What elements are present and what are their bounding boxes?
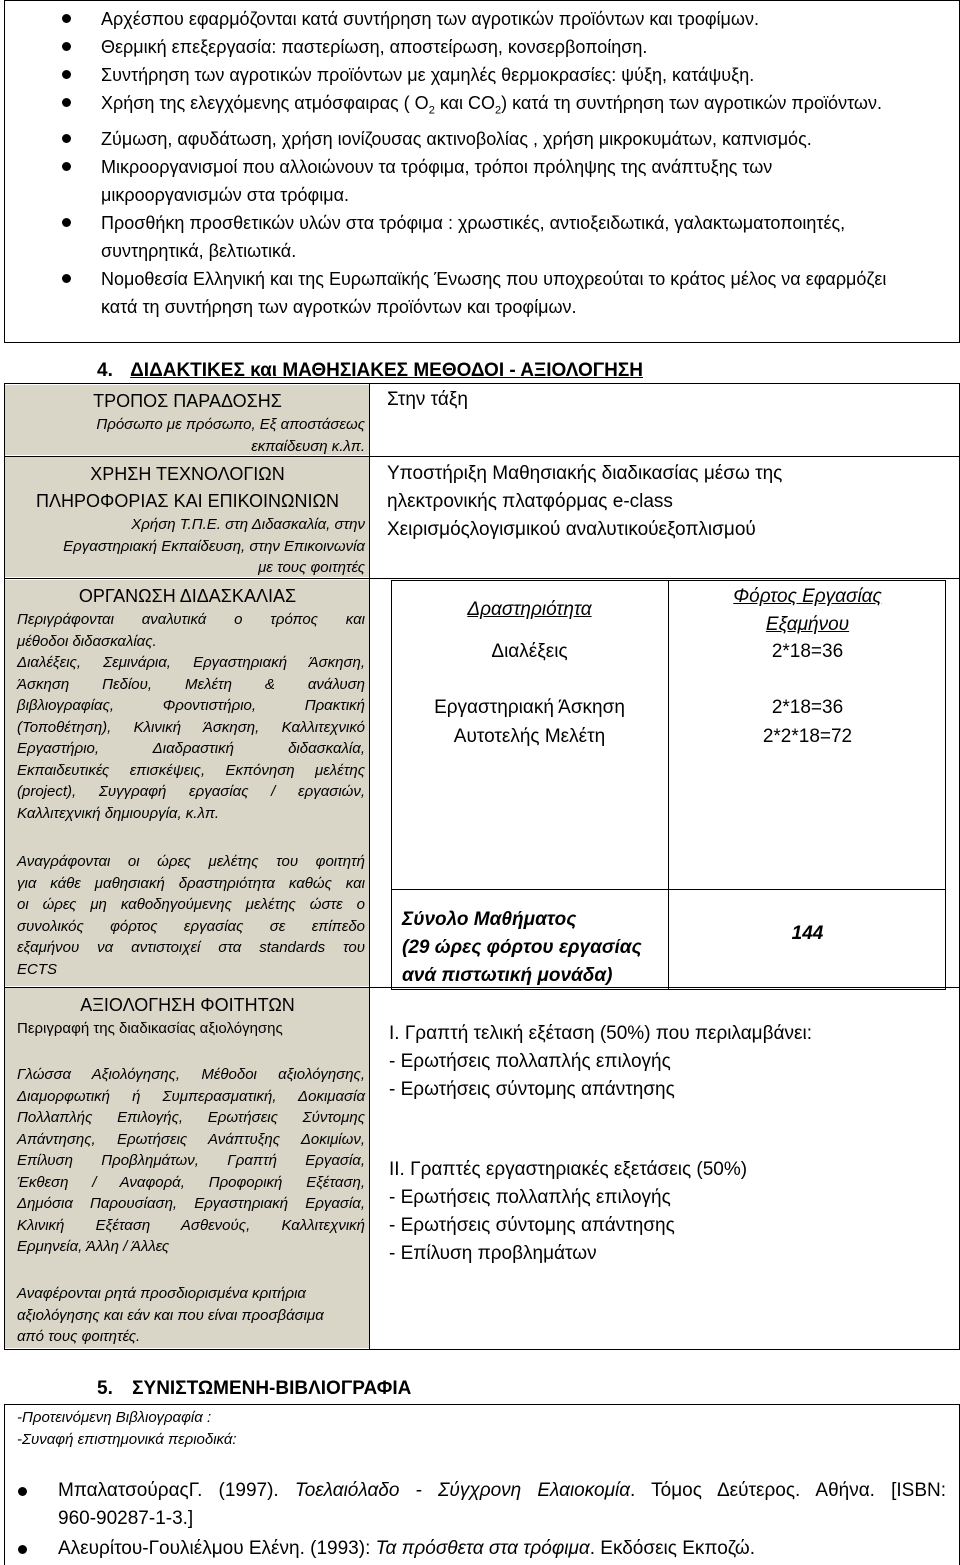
bullet-icon bbox=[62, 70, 71, 79]
ict-desc: Χρήση Τ.Π.Ε. στη Διδασκαλία, στην Εργαστηριακή Εκπαίδευση, στην Επικοινωνία με τους φοιτητές bbox=[63, 516, 365, 576]
table-row-load: 2*2*18=72 bbox=[762, 726, 853, 747]
delivery-desc: Πρόσωπο με πρόσωπο, Εξ αποστάσεως εκπαίδευση κ.λπ. bbox=[96, 416, 365, 455]
section-5-heading: 5. ΣΥΝΙΣΤΩΜΕΝΗ-ΒΙΒΛΙΟΓΡΑΦΙΑ bbox=[97, 1378, 412, 1399]
list-item: Θερμική επεξεργασία: παστερίωση, αποστείρωση, κονσερβοποίηση. bbox=[4, 33, 904, 61]
assessment-exam-2: ΙΙ. Γραπτές εργαστηριακές εξετάσεις (50%) - Ερωτήσεις πολλαπλής επιλογής - Ερωτήσεις σύντομης απάντησης - Επίλυση προβλημάτων bbox=[389, 1159, 748, 1264]
table-row-load: 2*18=36 bbox=[771, 697, 844, 718]
list-item: Ζύμωση, αφυδάτωση, χρήση ιονίζουσας ακτινοβολίας , χρήση μικροκυμάτων, καπνισμός. bbox=[4, 125, 904, 153]
bullet-icon bbox=[18, 1545, 27, 1554]
org-desc: Περιγράφονται αναλυτικά ο τρόπος και μέθοδοι διδασκαλίας. Διαλέξεις, Σεμινάρια, Εργαστηριακή Άσκηση, Άσκηση Πεδίου, Μελέτη & ανάλυση βιβλιογραφίας, Φροντιστήριο, Πρακτική (Τοποθέτηση), Κλινική Άσκηση, Καλλιτεχνικό Εργαστήριο, Διαδραστική διδασκαλία, Εκπαιδευτικές επισκέψεις, Εκπόνηση μελέτης (project), Συγγραφή εργασίας / εργασιών, Καλλιτεχνική δημιουργία, κ.λπ. bbox=[17, 611, 365, 822]
ict-value: Υποστήριξη Μαθησιακής διαδικασίας μέσω της ηλεκτρονικής πλατφόρμας e-class Χειρισμόςλογισμικού αναλυτικούεξοπλισμού bbox=[387, 463, 783, 540]
content-list bbox=[4, 5, 904, 321]
assessment-title: ΑΞΙΟΛΟΓΗΣΗ ΦΟΙΤΗΤΩΝ bbox=[80, 995, 295, 1015]
workload-row-divider bbox=[391, 889, 946, 890]
org-title: ΟΡΓΑΝΩΣΗ ΔΙΔΑΣΚΑΛΙΑΣ bbox=[78, 586, 297, 606]
list-item: Αρχέσπου εφαρμόζονται κατά συντήρηση των αγροτικών προϊόντων και τροφίμων. bbox=[4, 5, 904, 33]
list-item: Χρήση της ελεγχόμενης ατμόσφαιρας ( $O_2$ και $CO_2$) κατά τη συντήρηση των αγροτικών προϊόντων. bbox=[4, 89, 904, 125]
assessment-criteria: Αναφέρονται ρητά προσδιορισμένα κριτήρια αξιολόγησης και εάν και που είναι προσβάσιμα από τους φοιτητές. bbox=[17, 1285, 324, 1345]
org-desc-hours: Αναγράφονται οι ώρες μελέτης του φοιτητή για κάθε μαθησιακή δραστηριότητα καθώς και οι ώρες μη καθοδηγούμενης μελέτης ώστε ο συνολικός φόρτος εργασίας σε επίπεδο εξαμήνου να αντιστοιχεί στα standards του ECTS bbox=[17, 853, 365, 978]
list-item: Μικροοργανισμοί που αλλοιώνουν τα τρόφιμα, τρόποι πρόληψης της ανάπτυξης των μικροοργανισμών στα τρόφιμα. bbox=[4, 153, 904, 209]
bullet-icon bbox=[62, 134, 71, 143]
table-row-activity: Εργαστηριακή Άσκηση bbox=[434, 697, 625, 718]
list-item: Προσθήκη προσθετικών υλών στα τρόφιμα : χρωστικές, αντιοξειδωτικά, γαλακτωματοποιητές, συντηρητικά, βελτιωτικά. bbox=[4, 209, 904, 265]
section-4-heading: 4. ΔΙΔΑΚΤΙΚΕΣ και ΜΑΘΗΣΙΑΚΕΣ ΜΕΘΟΔΟΙ - ΑΞΙΟΛΟΓΗΣΗ bbox=[97, 360, 643, 381]
list-item: Συντήρηση των αγροτικών προϊόντων με χαμηλές θερμοκρασίες: ψύξη, κατάψυξη. bbox=[4, 61, 904, 89]
reference-1: ΜπαλατσούραςΓ. (1997). Τοελαιόλαδο - Σύγχρονη Ελαιοκομία. Τόμος Δεύτερος. Αθήνα. [ISBN: 960-90287-1-3.] bbox=[58, 1477, 946, 1533]
bullet-icon bbox=[62, 274, 71, 283]
assessment-language: Γλώσσα Αξιολόγησης, Μέθοδοι αξιολόγησης, Διαμορφωτική ή Συμπερασματική, Δοκιμασία Πολλαπλής Επιλογής, Ερωτήσεις Σύντομης Απάντησης, Ερωτήσεις Ανάπτυξης Δοκιμίων, Επίλυση Προβλημάτων, Γραπτή Εργασία, Έκθεση / Αναφορά, Προφορική Εξέταση, Δημόσια Παρουσίαση, Εργαστηριακή Εργασία, Κλινική Εξέταση Ασθενούς, Καλλιτεχνική Ερμηνεία, Άλλη / Άλλες bbox=[17, 1066, 365, 1255]
bibliography-journals: -Συναφή επιστημονικά περιοδικά: bbox=[17, 1431, 237, 1448]
delivery-title: ΤΡΟΠΟΣ ΠΑΡΑΔΟΣΗΣ bbox=[93, 391, 282, 411]
table-row-load: 2*18=36 bbox=[771, 641, 844, 662]
bullet-icon bbox=[62, 162, 71, 171]
table-row-activity: Διαλέξεις bbox=[491, 641, 568, 662]
workload-header-load: Φόρτος Εργασίας Εξαμήνου bbox=[733, 586, 882, 635]
ict-title: ΧΡΗΣΗ ΤΕΧΝΟΛΟΓΙΩΝ ΠΛΗΡΟΦΟΡΙΑΣ ΚΑΙ ΕΠΙΚΟΙΝΩΝΙΩΝ bbox=[36, 464, 339, 511]
workload-header-activity: Δραστηριότητα bbox=[467, 599, 592, 620]
bullet-icon bbox=[18, 1487, 27, 1496]
bullet-icon bbox=[62, 98, 71, 107]
assessment-desc: Περιγραφή της διαδικασίας αξιολόγησης bbox=[17, 1020, 283, 1037]
bullet-icon bbox=[62, 14, 71, 23]
workload-total-value: 144 bbox=[791, 923, 824, 944]
bullet-icon bbox=[62, 42, 71, 51]
reference-2: Αλευρίτου-Γουλιέλμου Ελένη. (1993): Τα πρόσθετα στα τρόφιμα. Εκδόσεις Εκποζώ. bbox=[58, 1535, 946, 1563]
bullet-icon bbox=[62, 218, 71, 227]
list-item: Νομοθεσία Ελληνική και της Ευρωπαϊκής Ένωσης που υποχρεούται το κράτος μέλος να εφαρμόζει κατά τη συντήρηση των αγροτκών προϊόντων και τροφίμων. bbox=[4, 265, 904, 321]
table-row-activity: Αυτοτελής Μελέτη bbox=[453, 726, 606, 747]
column-divider bbox=[369, 383, 370, 1350]
workload-total-label: Σύνολο Μαθήματος (29 ώρες φόρτου εργασίας ανά πιστωτική μονάδα) bbox=[402, 909, 642, 986]
bibliography-proposed: -Προτεινόμενη Βιβλιογραφία : bbox=[17, 1409, 212, 1426]
assessment-exam-1: Ι. Γραπτή τελική εξέταση (50%) που περιλαμβάνει: - Ερωτήσεις πολλαπλής επιλογής - Ερωτήσεις σύντομης απάντησης bbox=[389, 1023, 813, 1100]
delivery-value: Στην τάξη bbox=[387, 389, 468, 410]
